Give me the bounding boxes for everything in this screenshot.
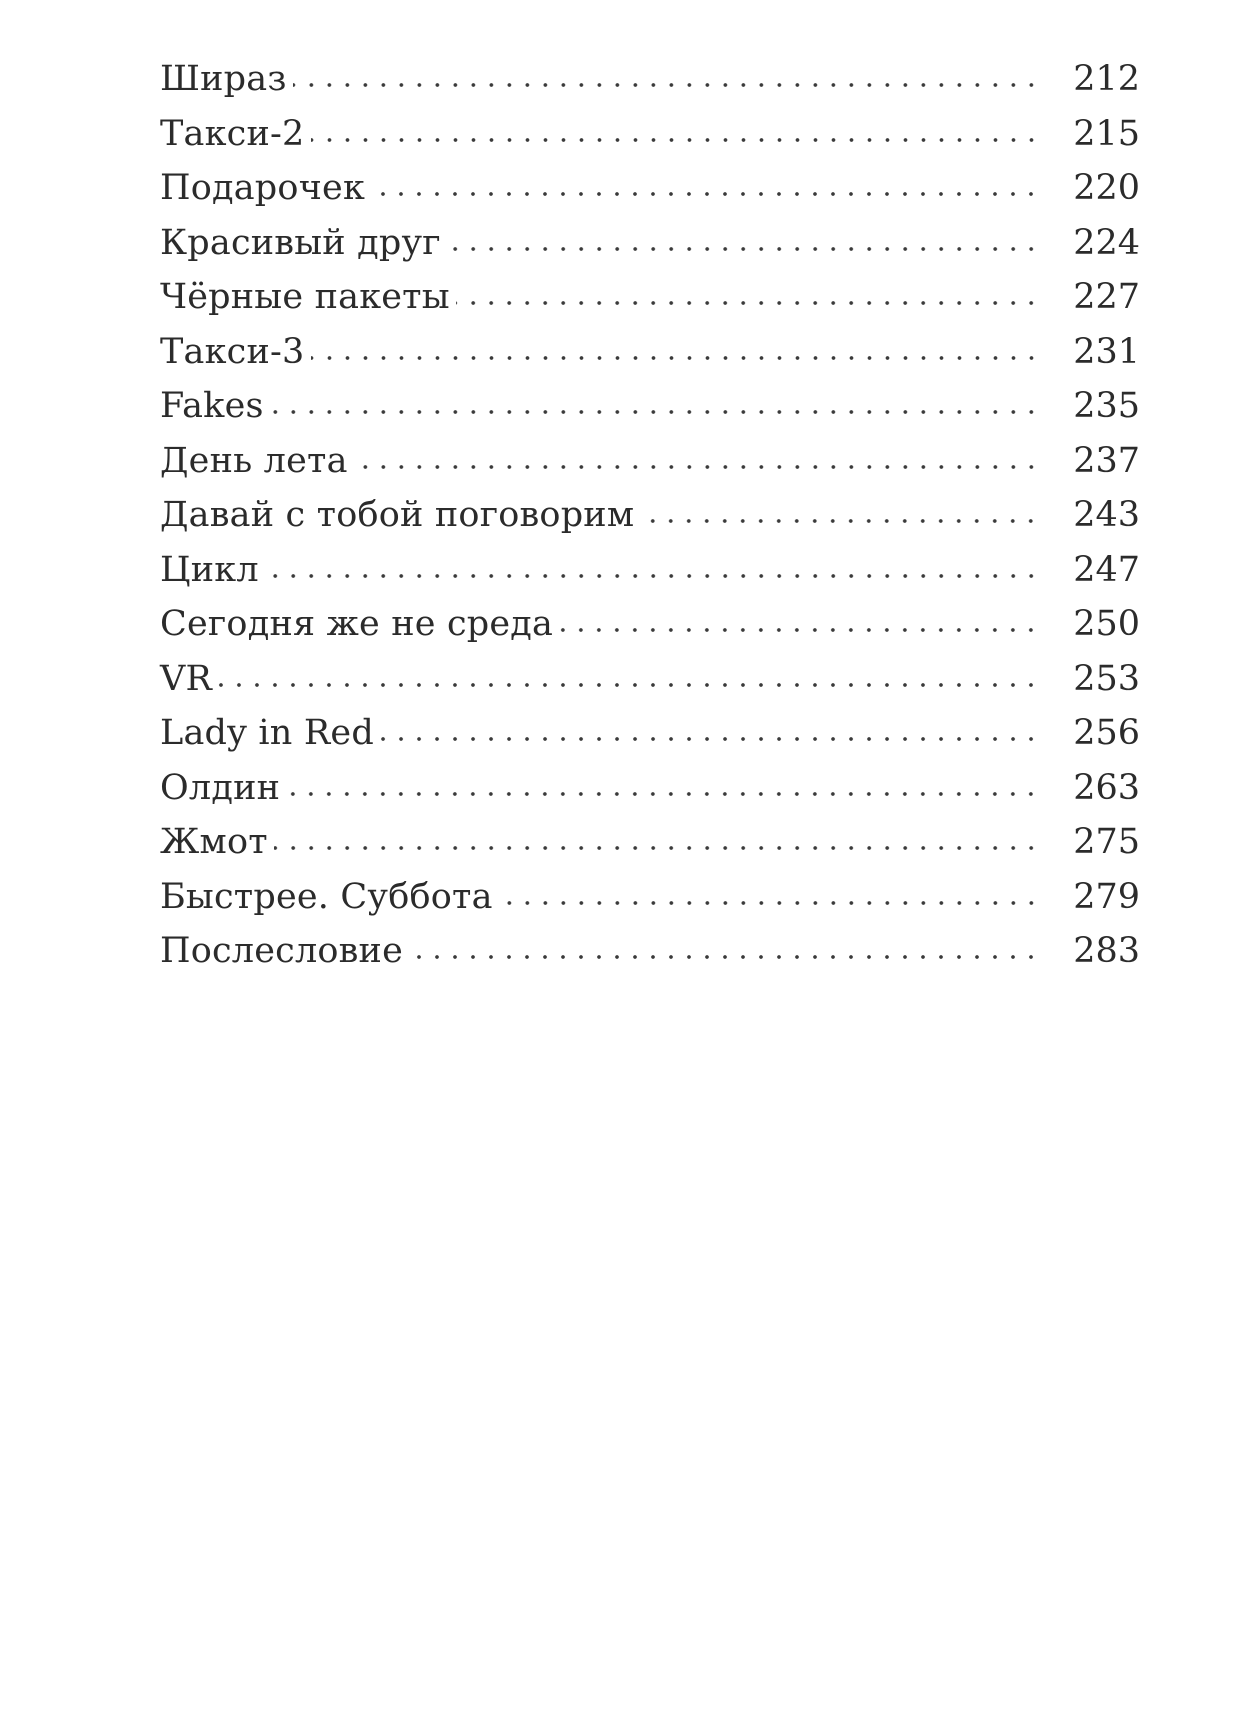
toc-entry-page: 250 — [1073, 604, 1140, 644]
toc-entry-9 — [160, 488, 1140, 543]
toc-entry-12 — [160, 652, 1140, 707]
dot-leader — [218, 680, 1040, 690]
toc-entry-title: Чёрные пакеты — [160, 277, 450, 317]
toc-entry-title: Послесловие — [160, 931, 403, 971]
toc-entry-title: Быстрее. Суббота — [160, 876, 493, 917]
toc-entry-title: Красивый друг — [160, 222, 441, 263]
toc-entry-page: 235 — [1073, 386, 1140, 426]
toc-entry-title: Жмот — [160, 822, 268, 862]
toc-entry-14 — [160, 761, 1140, 816]
dot-leader — [447, 244, 1040, 254]
toc-entry-title: Такси-3 — [160, 331, 305, 372]
dot-leader — [371, 189, 1040, 199]
toc-entry-page: 237 — [1073, 440, 1140, 481]
dot-leader — [559, 625, 1040, 635]
toc-entry-3 — [160, 161, 1140, 216]
toc-entry-title: Цикл — [160, 549, 259, 590]
toc-entry-title: Сегодня же не среда — [160, 604, 554, 644]
dot-leader — [311, 353, 1040, 363]
toc-entry-title: Fakes — [160, 386, 264, 426]
toc-entry-page: 215 — [1073, 113, 1140, 154]
toc-entry-page: 275 — [1073, 822, 1140, 862]
toc-entry-7 — [160, 379, 1140, 434]
dot-leader — [354, 462, 1040, 472]
toc-entry-title: Давай с тобой поговорим — [160, 495, 635, 535]
toc-entry-page: 224 — [1073, 222, 1140, 263]
dot-leader — [311, 135, 1040, 145]
toc-entry-10 — [160, 543, 1140, 598]
toc-entry-page: 243 — [1073, 495, 1140, 535]
toc-entry-page: 279 — [1073, 876, 1140, 917]
dot-leader — [499, 898, 1040, 908]
dot-leader — [265, 571, 1040, 581]
toc-entry-11 — [160, 597, 1140, 652]
toc-entry-page: 231 — [1073, 331, 1140, 372]
dot-leader — [286, 789, 1040, 799]
toc-entry-15 — [160, 815, 1140, 870]
toc-entry-page: 247 — [1073, 549, 1140, 590]
toc-entry-1 — [160, 52, 1140, 107]
toc-entry-16 — [160, 870, 1140, 925]
toc-entry-title: Lady in Red — [160, 713, 374, 753]
dot-leader — [270, 407, 1040, 417]
toc-entry-page: 253 — [1073, 658, 1140, 699]
toc-entry-page: 263 — [1073, 767, 1140, 808]
toc-entry-5 — [160, 270, 1140, 325]
toc-entry-8 — [160, 434, 1140, 489]
toc-entry-2 — [160, 107, 1140, 162]
toc-entry-title: Олдин — [160, 767, 281, 808]
toc-entry-page: 283 — [1073, 931, 1140, 971]
toc-entry-title: VR — [160, 658, 213, 699]
toc-entry-title: Подарочек — [160, 168, 366, 208]
toc-entry-4 — [160, 216, 1140, 271]
dot-leader — [380, 734, 1040, 744]
toc-entry-title: Такси-2 — [160, 113, 305, 154]
toc-entry-page: 220 — [1073, 168, 1140, 208]
toc-entry-17 — [160, 924, 1140, 979]
dot-leader — [456, 298, 1040, 308]
toc-entry-page: 212 — [1073, 59, 1140, 99]
toc-entry-title: День лета — [160, 440, 348, 481]
dot-leader — [640, 516, 1040, 526]
toc-entry-6 — [160, 325, 1140, 380]
dot-leader — [409, 952, 1040, 962]
toc-entry-page: 227 — [1073, 277, 1140, 317]
dot-leader — [274, 843, 1040, 853]
dot-leader — [293, 80, 1040, 90]
toc-entry-title: Шираз — [160, 59, 287, 99]
toc-entry-13 — [160, 706, 1140, 761]
table-of-contents — [160, 52, 1140, 979]
toc-entry-page: 256 — [1073, 713, 1140, 753]
